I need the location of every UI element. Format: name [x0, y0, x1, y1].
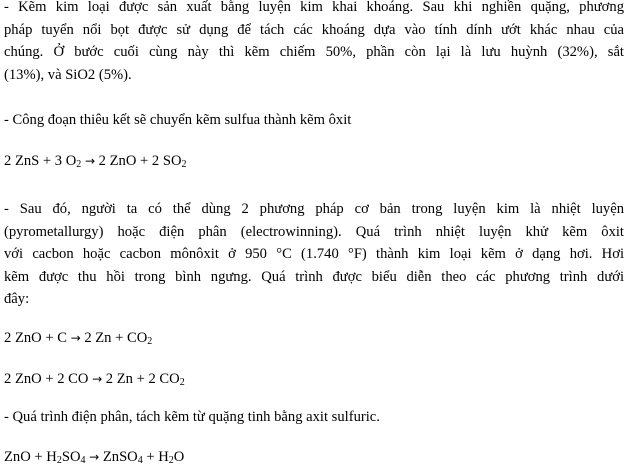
equation-leaching	[4, 449, 184, 466]
equation-reactants-part: SO	[61, 449, 81, 465]
subscript: 2	[56, 455, 62, 466]
subscript: 2	[168, 455, 174, 466]
equation-carbon-reduction	[4, 330, 152, 347]
equation-reactants: ZnO + H	[4, 449, 57, 465]
subscript: 2	[181, 159, 187, 170]
equation-reactants: 2 ZnO + C	[4, 330, 71, 346]
subscript: 4	[80, 455, 86, 466]
equation-products-part: O	[173, 449, 185, 465]
equation-reactants: 2 ZnS + 3 O	[4, 153, 77, 169]
text-line: kẽm được thu hồi trong bình ngưng. Quá trình được biểu diễn theo các phương trình dưới	[4, 268, 624, 285]
equation-products-part: + H	[142, 449, 169, 465]
text-line: - Công đoạn thiêu kết sẽ chuyển kẽm sulfua thành kẽm ôxit	[4, 112, 352, 128]
equation-products: ZnSO	[99, 449, 138, 465]
text-line: - Kẽm kim loại được sản xuất bằng luyện kim khai khoáng. Sau khi nghiền quặng, phương	[4, 0, 624, 15]
reaction-arrow-icon: →	[84, 154, 96, 168]
equation-co-reduction	[4, 371, 185, 388]
reaction-arrow-icon: →	[70, 331, 81, 345]
subscript: 2	[179, 377, 185, 388]
paragraph-zinc-production	[4, 0, 624, 86]
text-line: (13%), và SiO2 (5%).	[4, 66, 132, 83]
paragraph-roasting-step	[4, 112, 351, 129]
reaction-arrow-icon: →	[89, 450, 100, 464]
paragraph-electrolysis	[4, 409, 380, 426]
subscript: 4	[137, 455, 143, 466]
text-line: (pyrometallurgy) hoặc điện phân (electrowinning). Quá trình nhiệt luyện khử kẽm ôxit	[4, 223, 624, 240]
text-line: - Quá trình điện phân, tách kẽm từ quặng tinh bằng axit sulfuric.	[4, 409, 380, 425]
reaction-arrow-icon: →	[92, 372, 103, 386]
text-line: với cacbon hoặc cacbon mônôxit ở 950 °C (1.740 °F) thành kim loại kẽm ở dạng hơi. Hơi	[4, 246, 624, 262]
text-line: chúng. Ở bước cuối cùng này thì kẽm chiếm 50%, phần còn lại là lưu huỳnh (32%), sắt	[4, 44, 624, 60]
text-line: đây:	[4, 291, 30, 307]
subscript: 2	[147, 336, 153, 347]
subscript: 2	[76, 159, 82, 170]
equation-products: 2 Zn + 2 CO	[102, 371, 180, 387]
equation-products: 2 Zn + CO	[80, 330, 148, 346]
equation-roasting	[4, 153, 187, 170]
text-line: - Sau đó, người ta có thể dùng 2 phương pháp cơ bản trong luyện kim là nhiệt luyện	[4, 201, 624, 217]
paragraph-smelting-methods	[4, 198, 624, 311]
text-line: pháp tuyển nổi bọt được sử dụng để tách các khoáng dựa vào tính dính ướt khác nhau của	[4, 21, 624, 38]
equation-reactants: 2 ZnO + 2 CO	[4, 371, 93, 387]
equation-products: 2 ZnO + 2 SO	[95, 153, 182, 169]
